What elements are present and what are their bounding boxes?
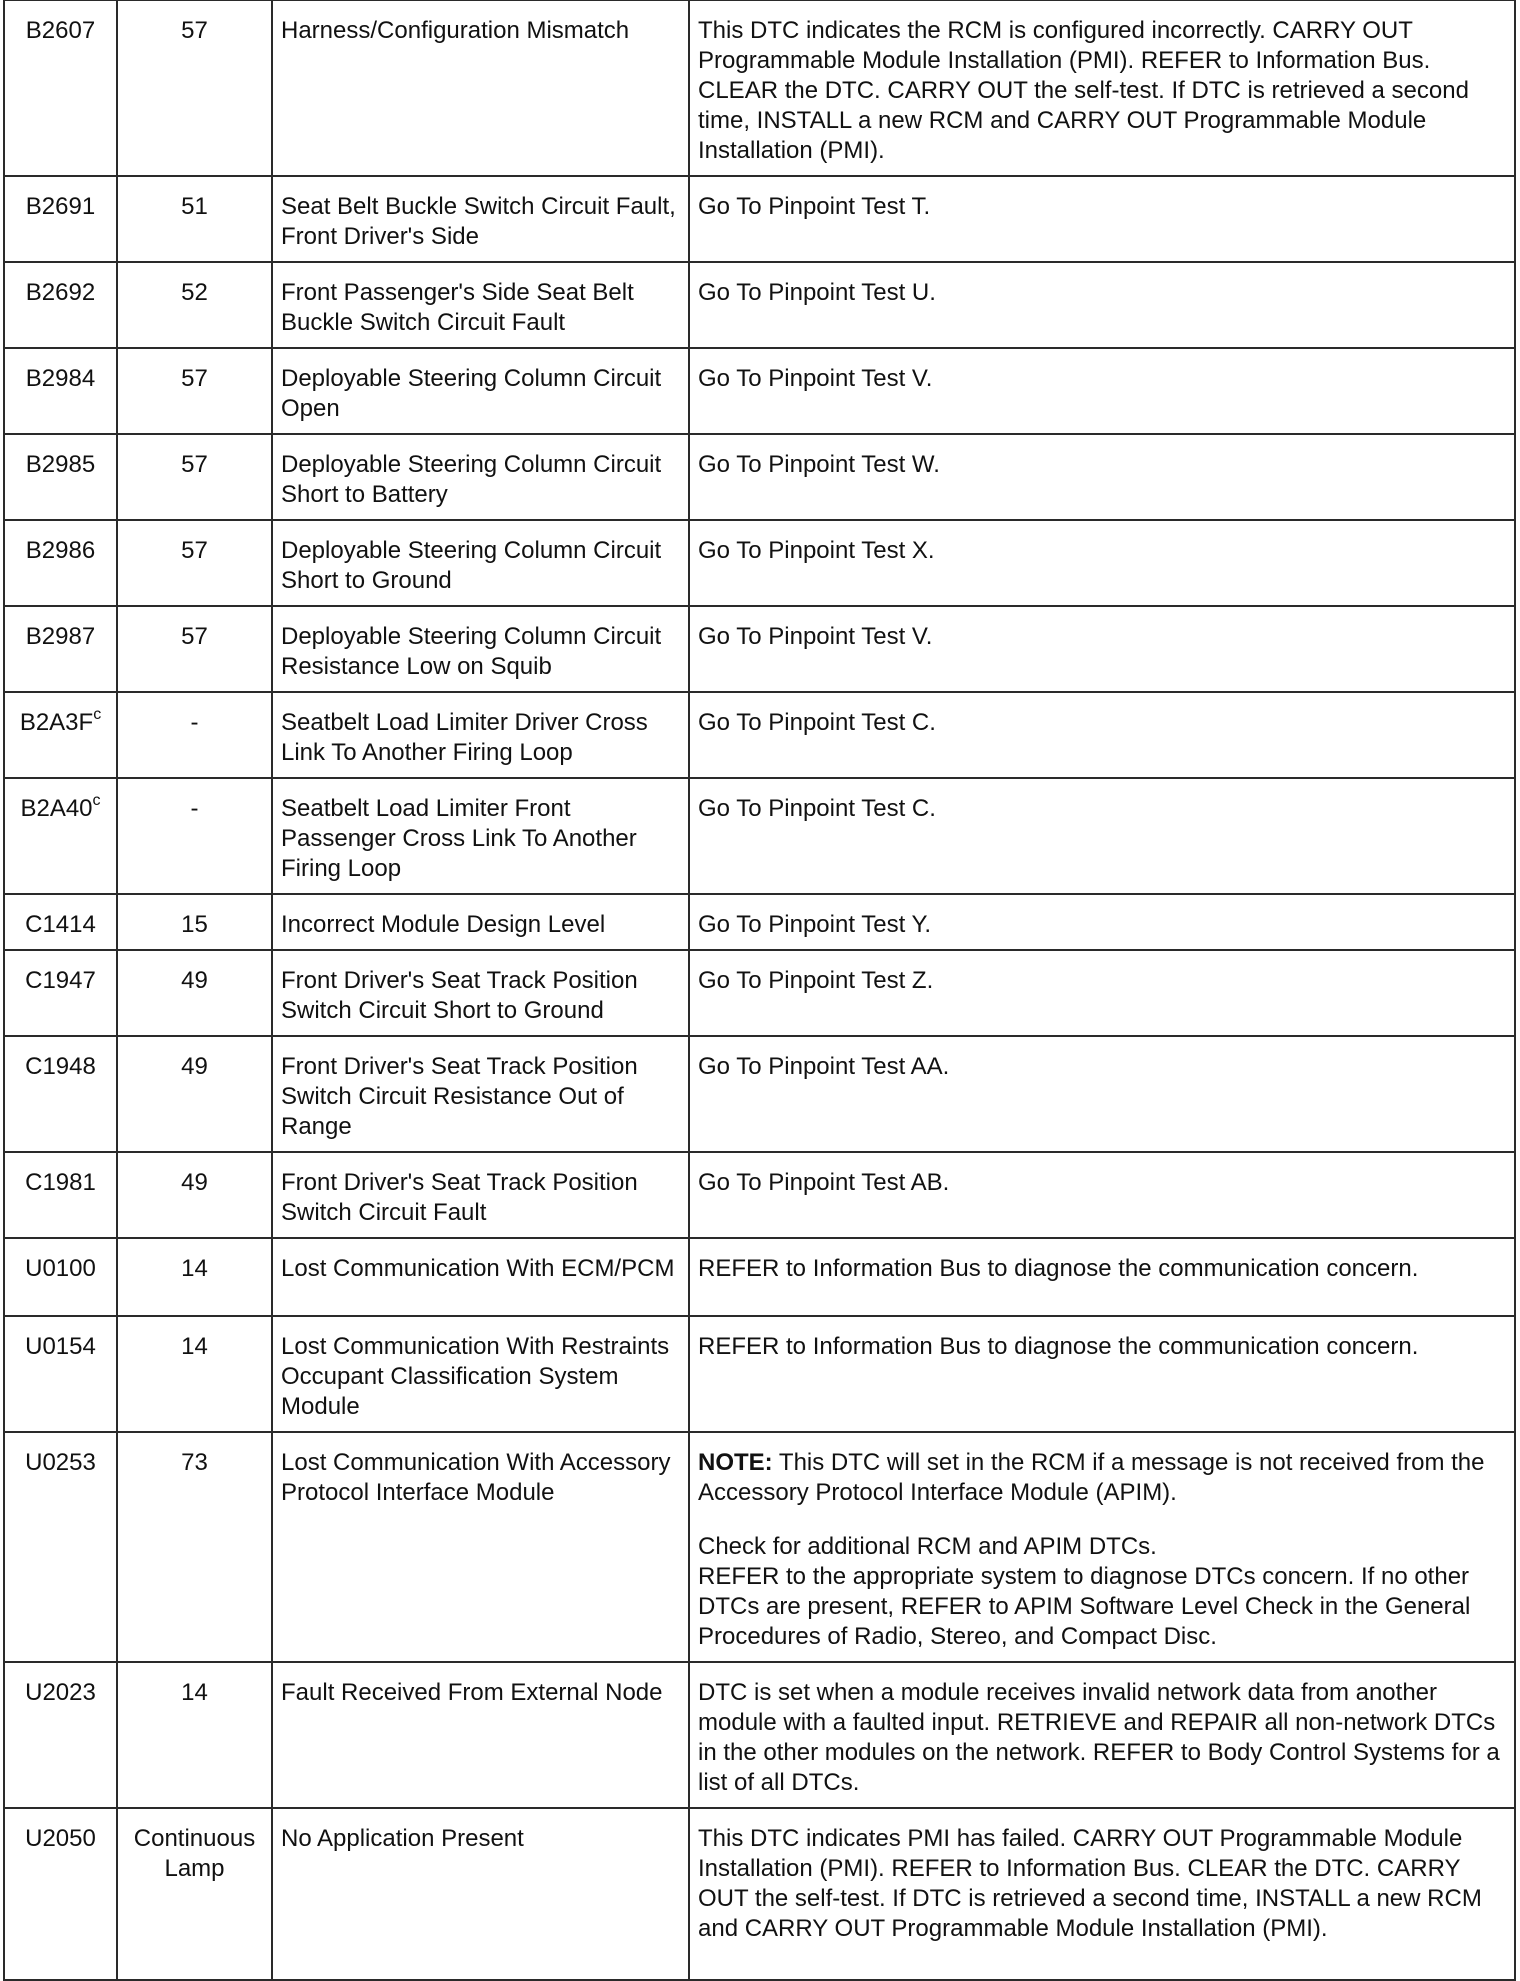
- dtc-description-cell: [272, 1432, 689, 1662]
- dtc-code-cell: [4, 348, 117, 434]
- action-text: Go To Pinpoint Test C.: [698, 709, 936, 736]
- action-cell: [689, 176, 1515, 262]
- table-row: [4, 0, 1515, 176]
- dtc-description: Lost Communication With Restraints Occupant Classification System Module: [281, 1333, 670, 1420]
- table-row: [4, 348, 1515, 434]
- dtc-description: Seat Belt Buckle Switch Circuit Fault, Front Driver's Side: [281, 193, 676, 250]
- table-row: [4, 950, 1515, 1036]
- action-text: Go To Pinpoint Test V.: [698, 365, 933, 392]
- dtc-description-cell: [272, 692, 689, 778]
- action-text: Go To Pinpoint Test T.: [698, 193, 931, 220]
- lamp-code-cell: [117, 1662, 272, 1808]
- dtc-code: C1947: [25, 967, 96, 994]
- dtc-code-cell: [4, 692, 117, 778]
- action-text: REFER to the appropriate system to diagnose DTCs concern. If no other DTCs are present, REFER to APIM Software Level Check in the General Procedures of Radio, Stereo, and Compact Disc.: [698, 1563, 1471, 1650]
- action-block: [698, 1532, 1506, 1652]
- dtc-description-cell: [272, 950, 689, 1036]
- action-cell: [689, 1432, 1515, 1662]
- table-row: [4, 520, 1515, 606]
- dtc-description: Front Driver's Seat Track Position Switch Circuit Resistance Out of Range: [281, 1053, 638, 1140]
- dtc-description-cell: [272, 1152, 689, 1238]
- note-text: This DTC will set in the RCM if a message is not received from the Accessory Protocol Interface Module (APIM).: [698, 1449, 1485, 1506]
- lamp-code: Continuous Lamp: [133, 1825, 256, 1882]
- dtc-code: B2984: [25, 365, 96, 392]
- lamp-code-cell: [117, 348, 272, 434]
- dtc-table-body: [4, 0, 1515, 1980]
- table-row: [4, 1808, 1515, 1980]
- table-row: [4, 1036, 1515, 1152]
- lamp-code: 49: [181, 967, 208, 994]
- action-cell: [689, 1238, 1515, 1316]
- dtc-code: U0253: [25, 1449, 96, 1476]
- action-text: Go To Pinpoint Test X.: [698, 537, 935, 564]
- table-row: [4, 894, 1515, 950]
- lamp-code: 49: [181, 1169, 208, 1196]
- lamp-code: 57: [181, 17, 208, 44]
- dtc-code-cell: [4, 778, 117, 894]
- lamp-code: -: [190, 795, 199, 822]
- lamp-code-cell: [117, 606, 272, 692]
- dtc-code: U0154: [25, 1333, 96, 1360]
- dtc-description: Deployable Steering Column Circuit Open: [281, 365, 662, 422]
- note-paragraph: [698, 1448, 1506, 1508]
- dtc-code-cell: [4, 1432, 117, 1662]
- action-text: REFER to Information Bus to diagnose the communication concern.: [698, 1255, 1419, 1282]
- table-row: [4, 692, 1515, 778]
- lamp-code-cell: [117, 0, 272, 176]
- dtc-code-cell: [4, 894, 117, 950]
- action-text: Go To Pinpoint Test U.: [698, 279, 936, 306]
- lamp-code: 57: [181, 451, 208, 478]
- dtc-table: [3, 0, 1516, 1981]
- table-row: [4, 1662, 1515, 1808]
- lamp-code: 15: [181, 911, 208, 938]
- dtc-description-cell: [272, 0, 689, 176]
- dtc-code-cell: [4, 950, 117, 1036]
- action-text: Check for additional RCM and APIM DTCs.: [698, 1533, 1157, 1560]
- dtc-description: Lost Communication With Accessory Protocol Interface Module: [281, 1449, 671, 1506]
- dtc-code: B2986: [25, 537, 96, 564]
- action-cell: [689, 1316, 1515, 1432]
- dtc-code-cell: [4, 176, 117, 262]
- dtc-description-cell: [272, 176, 689, 262]
- dtc-code-cell: [4, 1036, 117, 1152]
- lamp-code: 73: [181, 1449, 208, 1476]
- table-row: [4, 176, 1515, 262]
- lamp-code: 51: [181, 193, 208, 220]
- dtc-description: Deployable Steering Column Circuit Short to Ground: [281, 537, 662, 594]
- action-text: Go To Pinpoint Test W.: [698, 451, 940, 478]
- lamp-code-cell: [117, 778, 272, 894]
- dtc-description-cell: [272, 1238, 689, 1316]
- action-cell: [689, 1808, 1515, 1980]
- lamp-code-cell: [117, 520, 272, 606]
- table-row: [4, 778, 1515, 894]
- dtc-description-cell: [272, 778, 689, 894]
- dtc-description-cell: [272, 894, 689, 950]
- dtc-code-cell: [4, 1238, 117, 1316]
- dtc-description: Seatbelt Load Limiter Driver Cross Link To Another Firing Loop: [281, 709, 648, 766]
- action-text: DTC is set when a module receives invalid network data from another module with a faulted input. RETRIEVE and REPAIR all non-network DTCs in the other modules on the network. REFER to Body Control Systems for a list of all DTCs.: [698, 1679, 1500, 1796]
- lamp-code-cell: [117, 262, 272, 348]
- dtc-description: Incorrect Module Design Level: [281, 911, 606, 938]
- dtc-description-cell: [272, 1036, 689, 1152]
- action-cell: [689, 692, 1515, 778]
- dtc-description: Deployable Steering Column Circuit Resistance Low on Squib: [281, 623, 662, 680]
- dtc-code-cell: [4, 606, 117, 692]
- action-cell: [689, 778, 1515, 894]
- dtc-description: Seatbelt Load Limiter Front Passenger Cross Link To Another Firing Loop: [281, 795, 637, 882]
- dtc-code: B2692: [25, 279, 96, 306]
- action-cell: [689, 606, 1515, 692]
- table-row: [4, 606, 1515, 692]
- dtc-code: U2023: [25, 1679, 96, 1706]
- action-text: Go To Pinpoint Test V.: [698, 623, 933, 650]
- dtc-footnote-marker: c: [92, 792, 101, 809]
- dtc-code: U0100: [25, 1255, 96, 1282]
- dtc-code: B2A40: [20, 795, 93, 822]
- lamp-code-cell: [117, 692, 272, 778]
- dtc-code-cell: [4, 1808, 117, 1980]
- action-text: Go To Pinpoint Test C.: [698, 795, 936, 822]
- dtc-description-cell: [272, 348, 689, 434]
- table-row: [4, 434, 1515, 520]
- table-row: [4, 1432, 1515, 1662]
- dtc-code-cell: [4, 1316, 117, 1432]
- action-cell: [689, 520, 1515, 606]
- action-cell: [689, 0, 1515, 176]
- table-row: [4, 262, 1515, 348]
- lamp-code-cell: [117, 950, 272, 1036]
- lamp-code: 57: [181, 623, 208, 650]
- dtc-description-cell: [272, 1662, 689, 1808]
- lamp-code: 57: [181, 537, 208, 564]
- action-text: This DTC indicates the RCM is configured incorrectly. CARRY OUT Programmable Module Installation (PMI). REFER to Information Bus. CLEAR the DTC. CARRY OUT the self-test. If DTC is retrieved a second time, INSTALL a new RCM and CARRY OUT Programmable Module Installation (PMI).: [698, 17, 1469, 164]
- dtc-description-cell: [272, 606, 689, 692]
- action-text: Go To Pinpoint Test Z.: [698, 967, 934, 994]
- lamp-code-cell: [117, 434, 272, 520]
- dtc-description: Harness/Configuration Mismatch: [281, 17, 630, 44]
- lamp-code-cell: [117, 176, 272, 262]
- dtc-code-cell: [4, 1662, 117, 1808]
- lamp-code-cell: [117, 1432, 272, 1662]
- dtc-code: C1414: [25, 911, 96, 938]
- lamp-code-cell: [117, 894, 272, 950]
- dtc-code: C1948: [25, 1053, 96, 1080]
- dtc-description: Front Driver's Seat Track Position Switch Circuit Fault: [281, 1169, 638, 1226]
- dtc-code: C1981: [25, 1169, 96, 1196]
- note-label: NOTE:: [698, 1449, 773, 1476]
- action-text: Go To Pinpoint Test Y.: [698, 911, 932, 938]
- action-text: REFER to Information Bus to diagnose the communication concern.: [698, 1333, 1419, 1360]
- lamp-code: -: [190, 709, 199, 736]
- dtc-code-cell: [4, 262, 117, 348]
- dtc-description: Lost Communication With ECM/PCM: [281, 1255, 675, 1282]
- dtc-description: Deployable Steering Column Circuit Short to Battery: [281, 451, 662, 508]
- lamp-code-cell: [117, 1316, 272, 1432]
- dtc-code-cell: [4, 434, 117, 520]
- lamp-code: 14: [181, 1333, 208, 1360]
- lamp-code: 57: [181, 365, 208, 392]
- dtc-code: B2987: [25, 623, 96, 650]
- dtc-description-cell: [272, 262, 689, 348]
- table-row: [4, 1152, 1515, 1238]
- action-cell: [689, 434, 1515, 520]
- lamp-code-cell: [117, 1036, 272, 1152]
- dtc-code-cell: [4, 520, 117, 606]
- action-cell: [689, 1152, 1515, 1238]
- dtc-description-cell: [272, 434, 689, 520]
- dtc-code-cell: [4, 0, 117, 176]
- dtc-code: U2050: [25, 1825, 96, 1852]
- lamp-code-cell: [117, 1152, 272, 1238]
- table-row: [4, 1316, 1515, 1432]
- action-text: Go To Pinpoint Test AB.: [698, 1169, 950, 1196]
- lamp-code: 52: [181, 279, 208, 306]
- action-cell: [689, 348, 1515, 434]
- dtc-code-cell: [4, 1152, 117, 1238]
- dtc-description-cell: [272, 520, 689, 606]
- dtc-description: Front Driver's Seat Track Position Switch Circuit Short to Ground: [281, 967, 638, 1024]
- dtc-description: Fault Received From External Node: [281, 1679, 663, 1706]
- lamp-code: 14: [181, 1255, 208, 1282]
- lamp-code-cell: [117, 1808, 272, 1980]
- action-cell: [689, 950, 1515, 1036]
- dtc-description: No Application Present: [281, 1825, 524, 1852]
- action-cell: [689, 262, 1515, 348]
- lamp-code-cell: [117, 1238, 272, 1316]
- action-text: Go To Pinpoint Test AA.: [698, 1053, 950, 1080]
- lamp-code: 49: [181, 1053, 208, 1080]
- dtc-code: B2985: [25, 451, 96, 478]
- table-row: [4, 1238, 1515, 1316]
- action-text: This DTC indicates PMI has failed. CARRY OUT Programmable Module Installation (PMI). REFER to Information Bus. CLEAR the DTC. CARRY OUT the self-test. If DTC is retrieved a second time, INSTALL a new RCM and CARRY OUT Programmable Module Installation (PMI).: [698, 1825, 1482, 1942]
- action-cell: [689, 1036, 1515, 1152]
- action-cell: [689, 1662, 1515, 1808]
- dtc-code: B2A3F: [19, 709, 94, 736]
- dtc-description: Front Passenger's Side Seat Belt Buckle Switch Circuit Fault: [281, 279, 634, 336]
- dtc-description-cell: [272, 1316, 689, 1432]
- dtc-description-cell: [272, 1808, 689, 1980]
- action-cell: [689, 894, 1515, 950]
- lamp-code: 14: [181, 1679, 208, 1706]
- dtc-footnote-marker: c: [93, 706, 102, 723]
- dtc-code: B2607: [25, 17, 96, 44]
- dtc-code: B2691: [25, 193, 96, 220]
